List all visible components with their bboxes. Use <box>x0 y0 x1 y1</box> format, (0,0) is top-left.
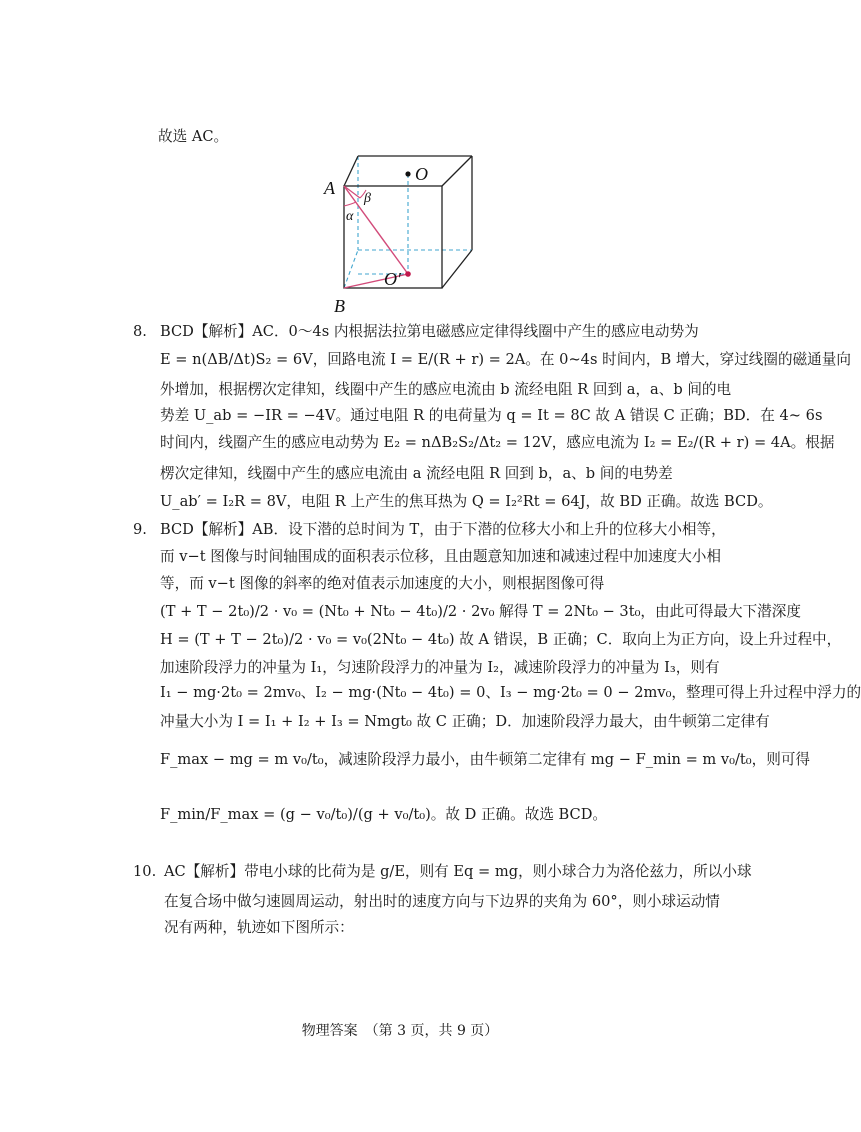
q9-number: 9. <box>133 521 147 538</box>
label-beta: β <box>364 191 371 206</box>
label-O-top: O <box>415 164 428 184</box>
q9-line: 而 v−t 图像与时间轴围成的面积表示位移，且由题意知加速和减速过程中加速度大小相 <box>160 548 721 565</box>
point-O-prime <box>405 271 411 277</box>
page-footer: 物理答案 （第 3 页，共 9 页） <box>301 1023 499 1039</box>
label-A: A <box>324 178 335 198</box>
q8-line: E = n(ΔB/Δt)S₂ = 6V，回路电流 I = E/(R + r) = 2A。在 0~4s 时间内，B 增大，穿过线圈的磁通量向 <box>160 351 851 368</box>
label-alpha: α <box>346 209 354 224</box>
q8-line: 时间内，线圈产生的感应电动势为 E₂ = nΔB₂S₂/Δt₂ = 12V，感应电流为 I₂ = E₂/(R + r) = 4A。根据 <box>160 434 835 451</box>
q10-line: 在复合场中做匀速圆周运动，射出时的速度方向与下边界的夹角为 60°，则小球运动情 <box>164 893 720 910</box>
cube-edge <box>442 156 472 186</box>
q8-line: U_ab′ = I₂R = 8V，电阻 R 上产生的焦耳热为 Q = I₂²Rt = 64J，故 BD 正确。故选 BCD。 <box>160 493 773 510</box>
q9-line: BCD【解析】AB．设下潜的总时间为 T，由于下潜的位移大小和上升的位移大小相等， <box>160 521 726 538</box>
label-O-bottom: O′ <box>384 269 401 289</box>
q8-line: 楞次定律知，线圈中产生的感应电流由 a 流经电阻 R 回到 b，a、b 间的电势差 <box>160 465 673 482</box>
q8-line: 势差 U_ab = −IR = −4V。通过电阻 R 的电荷量为 q = It = 8C 故 A 错误 C 正确；BD．在 4~ 6s <box>160 407 823 424</box>
q8-line: BCD【解析】AC．0～4s 内根据法拉第电磁感应定律得线圈中产生的感应电动势为 <box>160 323 699 340</box>
point-O <box>405 171 410 176</box>
q10-number: 10. <box>133 863 157 880</box>
cube-hidden-edge <box>344 250 358 288</box>
angle-alpha-arc <box>344 202 356 206</box>
q8-line: 外增加，根据楞次定律知，线圈中产生的感应电流由 b 流经电阻 R 回到 a，a、b 间的电 <box>160 381 732 398</box>
q9-line: F_max − mg = m v₀/t₀，减速阶段浮力最小，由牛顿第二定律有 mg − F_min = m v₀/t₀，则可得 <box>160 751 811 768</box>
q9-line: 加速阶段浮力的冲量为 I₁，匀速阶段浮力的冲量为 I₂，减速阶段浮力的冲量为 I₃，则有 <box>160 659 720 676</box>
q10-line: AC【解析】带电小球的比荷为是 g/E，则有 Eq = mg，则小球合力为洛伦兹力，所以小球 <box>164 863 752 880</box>
q9-line: 冲量大小为 I = I₁ + I₂ + I₃ = Nmgt₀ 故 C 正确；D．加速阶段浮力最大，由牛顿第二定律有 <box>160 713 770 730</box>
cube-edge <box>344 156 358 186</box>
label-B: B <box>334 296 345 316</box>
q8-number: 8. <box>133 323 147 340</box>
intro-line: 故选 AC。 <box>158 128 229 145</box>
q9-line: F_min/F_max = (g − v₀/t₀)/(g + v₀/t₀)。故 D 正确。故选 BCD。 <box>160 806 608 823</box>
q9-line: H = (T + T − 2t₀)/2 · v₀ = v₀(2Nt₀ − 4t₀) 故 A 错误，B 正确；C．取向上为正方向，设上升过程中， <box>160 631 842 648</box>
q9-line: 等，而 v−t 图像的斜率的绝对值表示加速度的大小，则根据图像可得 <box>160 575 605 592</box>
cube-edge <box>442 250 472 288</box>
cube-figure <box>320 148 490 318</box>
q9-line: (T + T − 2t₀)/2 · v₀ = (Nt₀ + Nt₀ − 4t₀)/2 · 2v₀ 解得 T = 2Nt₀ − 3t₀，由此可得最大下潜深度 <box>160 603 801 620</box>
q9-line: I₁ − mg·2t₀ = 2mv₀、I₂ − mg·(Nt₀ − 4t₀) = 0、I₃ − mg·2t₀ = 0 − 2mv₀，整理可得上升过程中浮力的 <box>160 684 861 701</box>
q10-line: 况有两种，轨迹如下图所示： <box>164 919 354 936</box>
